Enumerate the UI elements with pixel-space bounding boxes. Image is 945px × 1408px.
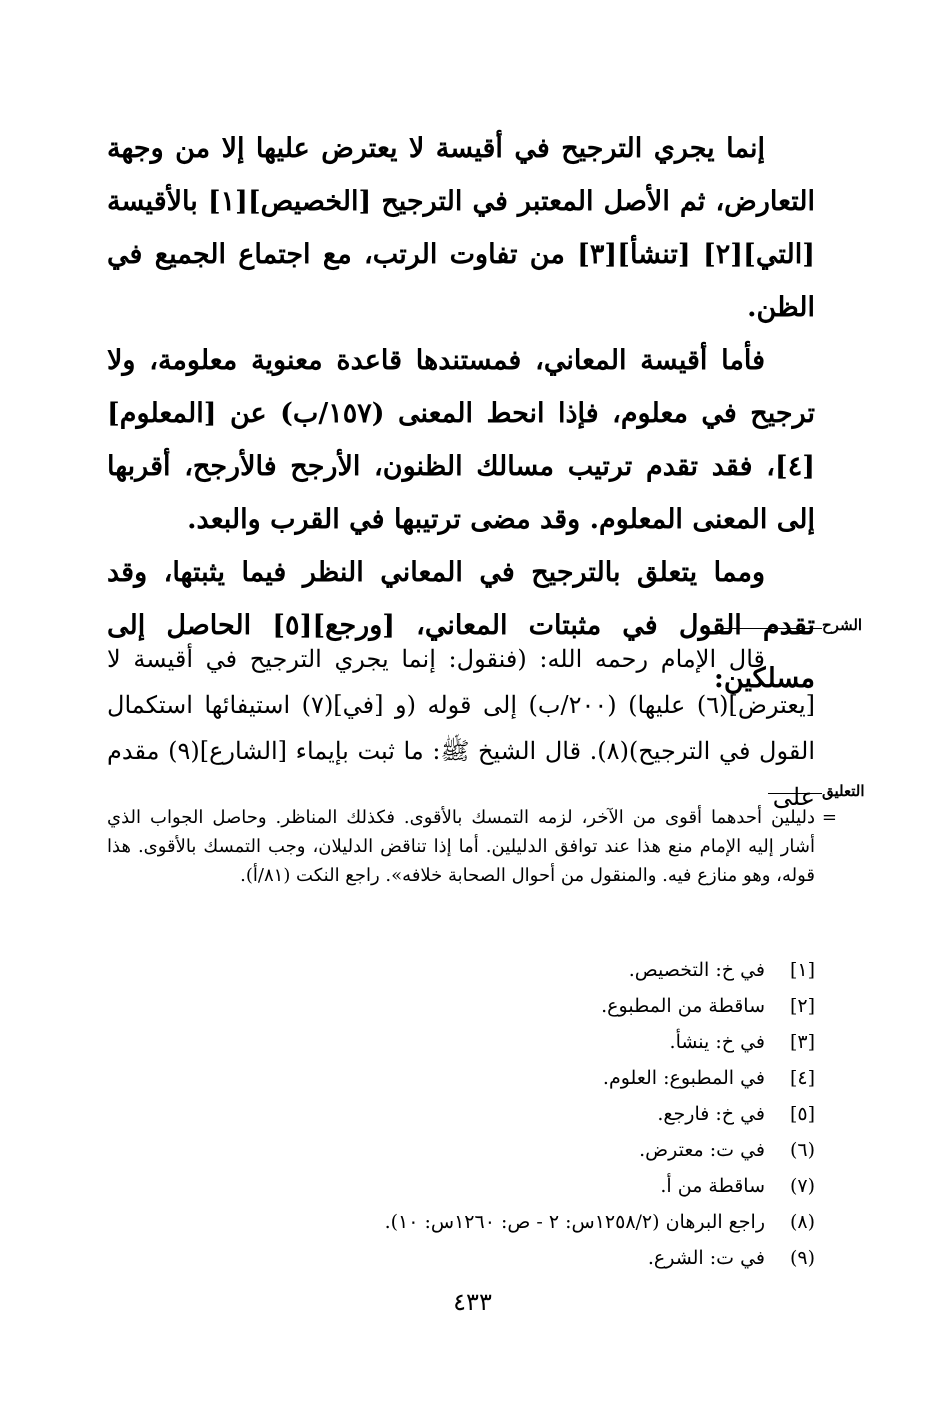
footnote-list	[107, 952, 815, 1276]
footnote-item	[107, 1096, 815, 1132]
footnote-item	[107, 1204, 815, 1240]
sharh-paragraph: قال الإمام رحمه الله: (فنقول: إنما يجري الترجيح في أقيسة لا [يعترض](٦) عليها) (٢٠٠/ب) إلى قوله (و [في](٧) استيفائها استكمال القول في الترجيح)(٨). قال الشيخ ﷺ: ما ثبت بإيماء [الشارع](٩) مقدم على	[107, 645, 816, 811]
main-paragraph-2: فأما أقيسة المعاني، فمستندها قاعدة معنوية معلومة، ولا ترجيح في معلوم، فإذا انحط المعنى (١٥٧/ب) عن [المعلوم][٤]، فقد تقدم ترتيب مسالك الظنون، الأرجح فالأرجح، أقربها إلى المعنى المعلوم. وقد مضى ترتيبها في القرب والبعد.	[107, 345, 815, 535]
footnote-text: في ت: الشرع.	[647, 1247, 765, 1269]
footnote-number: [٣]	[789, 1031, 815, 1053]
commentary-paragraph: دليلين أحدهما أقوى من الآخر، لزمه التمسك بالأقوى. فكذلك المناظر. وحاصل الجواب الذي أشار إليه الإمام منع هذا عند توافق الدليلين. أما إذا تناقض الدليلان، وجب التمسك بالأقوى. هذا قوله، وهو منازع فيه. والمنقول من أحوال الصحابة خلافه». راجع النكت (٨١/أ).	[107, 807, 815, 886]
footnote-text: في المطبوع: العلوم.	[602, 1067, 765, 1089]
footnote-text: ساقطة من المطبوع.	[601, 995, 765, 1017]
footnote-text: في خ: فارجع.	[657, 1103, 765, 1125]
footnote-number: [٥]	[789, 1103, 815, 1125]
footnote-item	[107, 1024, 815, 1060]
footnote-text: في خ: التخصيص.	[628, 959, 765, 981]
footnote-item	[107, 988, 815, 1024]
footnote-text: في ت: معترض.	[639, 1139, 765, 1161]
page-number: ٤٣٣	[453, 1288, 492, 1316]
footnote-number: [١]	[789, 959, 815, 981]
continuation-mark: =	[821, 807, 837, 828]
footnote-item	[107, 952, 815, 988]
sharh-section	[107, 636, 815, 820]
footnote-text: ساقطة من أ.	[660, 1175, 765, 1197]
footnote-number: (٦)	[789, 1139, 815, 1161]
main-text	[107, 122, 815, 705]
footnote-number: [٢]	[789, 995, 815, 1017]
footnote-number: [٤]	[789, 1067, 815, 1089]
sharh-label: الشرح	[822, 616, 863, 634]
taliq-label: التعليق	[822, 782, 865, 800]
footnote-number: (٨)	[789, 1211, 815, 1233]
footnote-text: راجع البرهان (١٢٥٨/٢س: ٢ - ص: ١٢٦٠س: ١٠).	[384, 1211, 765, 1233]
footnote-item	[107, 1240, 815, 1276]
footnote-number: (٩)	[789, 1247, 815, 1269]
sharh-divider	[722, 628, 822, 629]
footnote-item	[107, 1132, 815, 1168]
footnote-text: في خ: ينشأ.	[669, 1031, 765, 1053]
taliq-divider	[768, 793, 822, 794]
footnote-item	[107, 1060, 815, 1096]
main-paragraph-1: إنما يجري الترجيح في أقيسة لا يعترض عليها إلا من وجهة التعارض، ثم الأصل المعتبر في الترجيح [الخصيص][١] بالأقيسة [التي][٢] [تنشأ][٣] من تفاوت الرتب، مع اجتماع الجميع في الظن.	[107, 133, 815, 323]
footnote-number: (٧)	[789, 1175, 815, 1197]
footnote-item	[107, 1168, 815, 1204]
main-paragraph-3: ومما يتعلق بالترجيح في المعاني النظر فيما يثبتها، وقد تقدم القول في مثبتات المعاني، [ورجع][٥] الحاصل إلى مسلكين:	[107, 557, 815, 694]
commentary-section	[107, 803, 837, 890]
